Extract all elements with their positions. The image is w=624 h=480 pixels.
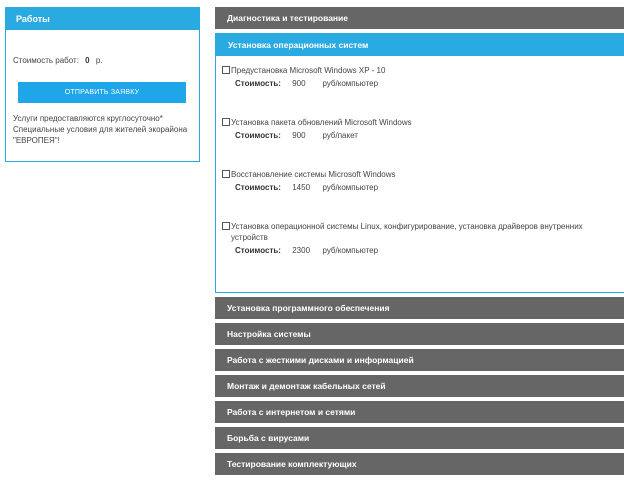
service-name: Восстановление системы Microsoft Windows — [231, 170, 396, 179]
service-item — [222, 117, 602, 140]
accordion-item-cabling[interactable]: Монтаж и демонтаж кабельных сетей — [215, 375, 624, 397]
service-item — [222, 221, 602, 255]
works-panel — [5, 7, 200, 162]
service-price: 900 — [292, 79, 306, 88]
works-panel-title: Работы — [6, 8, 199, 30]
total-cost-label: Стоимость работ: — [13, 56, 79, 65]
total-cost-value: 0 — [85, 56, 90, 65]
service-price: 1450 — [292, 183, 311, 192]
total-cost — [13, 56, 103, 65]
service-item — [222, 169, 602, 192]
service-name: Установка пакета обновлений Microsoft Windows — [231, 118, 412, 127]
service-item — [222, 65, 602, 88]
service-note-line-2: Специальные условия для жителей экорайона "ЕВРОПЕЯ"! — [13, 125, 188, 145]
service-unit: руб/компьютер — [322, 183, 379, 192]
accordion-item-hardware-testing[interactable]: Тестирование комплектующих — [215, 453, 624, 475]
service-note — [13, 113, 198, 146]
submit-request-button[interactable]: ОТПРАВИТЬ ЗАЯВКУ — [18, 82, 186, 103]
service-cost-label: Стоимость: — [235, 183, 281, 192]
service-checkbox[interactable] — [222, 66, 230, 74]
service-cost-label: Стоимость: — [235, 131, 281, 140]
accordion-item-internet[interactable]: Работа с интернетом и сетями — [215, 401, 624, 423]
service-name: Предустановка Microsoft Windows XP - 10 — [231, 66, 386, 75]
service-price: 2300 — [292, 246, 311, 255]
accordion-item-antivirus[interactable]: Борьба с вирусами — [215, 427, 624, 449]
service-cost-label: Стоимость: — [235, 79, 281, 88]
service-unit: руб/компьютер — [322, 246, 379, 255]
service-checkbox[interactable] — [222, 170, 230, 178]
service-unit: руб/компьютер — [322, 79, 379, 88]
accordion-body-os-install — [216, 56, 624, 292]
services-accordion — [215, 7, 624, 479]
service-checkbox[interactable] — [222, 222, 230, 230]
service-checkbox[interactable] — [222, 118, 230, 126]
service-price: 900 — [292, 131, 306, 140]
service-unit: руб/пакет — [322, 131, 358, 140]
accordion-item-os-install — [215, 33, 624, 293]
accordion-item-diagnostics[interactable]: Диагностика и тестирование — [215, 7, 624, 29]
accordion-item-system-setup[interactable]: Настройка системы — [215, 323, 624, 345]
service-name: Установка операционной системы Linux, конфигурирование, установка драйверов внутренних устройств — [231, 222, 583, 242]
accordion-item-software-install[interactable]: Установка программного обеспечения — [215, 297, 624, 319]
service-cost-label: Стоимость: — [235, 246, 281, 255]
accordion-item-hard-drives[interactable]: Работа с жесткими дисками и информацией — [215, 349, 624, 371]
accordion-header-os-install[interactable]: Установка операционных систем — [216, 34, 624, 56]
total-cost-unit: р. — [95, 56, 103, 65]
service-note-line-1: Услуги предоставляются круглосуточно* — [13, 114, 163, 123]
